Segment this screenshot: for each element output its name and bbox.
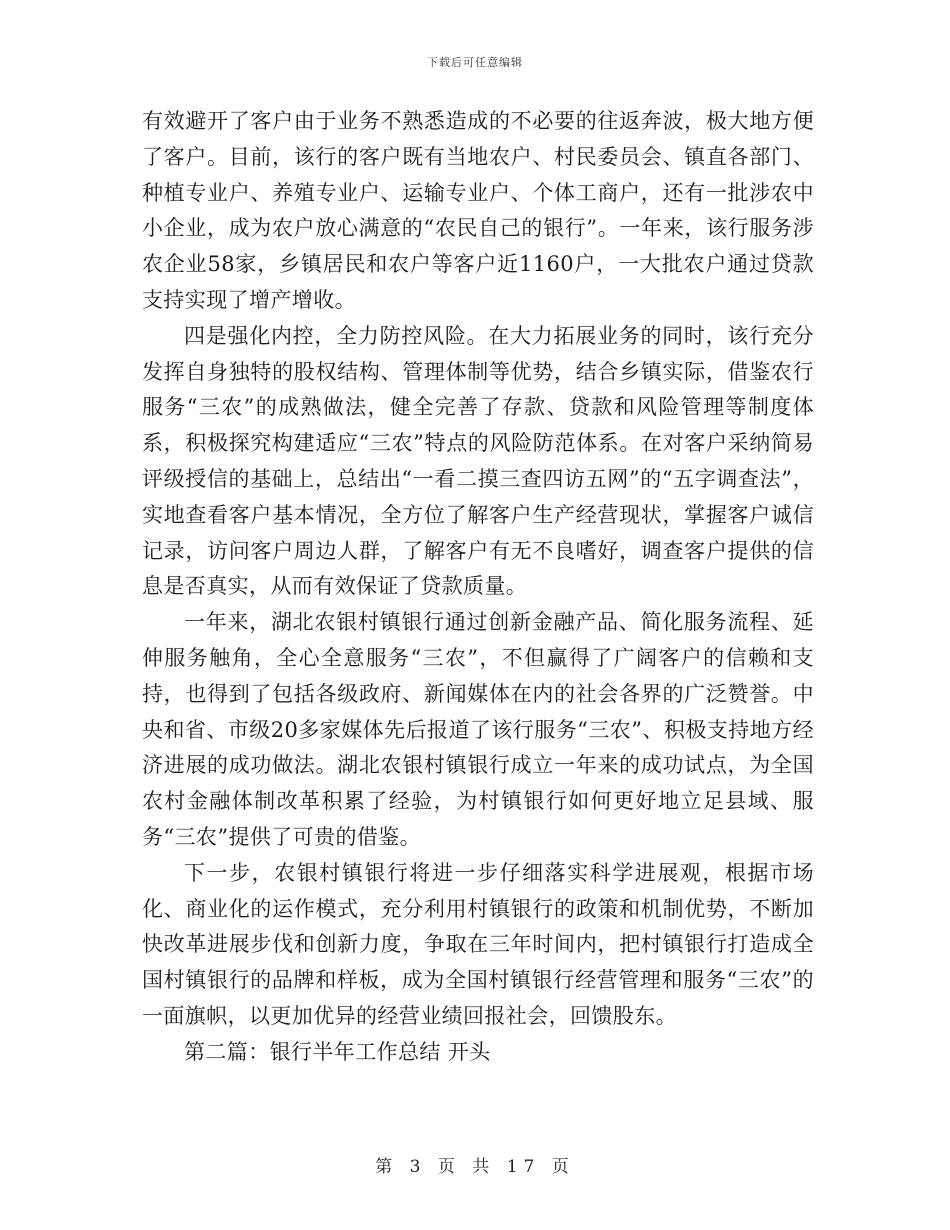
paragraph-1: 有效避开了客户由于业务不熟悉造成的不必要的往返奔波，极大地方便了客户。目前，该行的客户既有当地农户、村民委员会、镇直各部门、种植专业户、养殖专业户、运输专业户、个体工商户，还有一批涉农中小企业，成为农户放心满意的“农民自己的银行”。一年来，该行服务涉农企业58家，乡镇居民和农户等客户近1160户，一大批农户通过贷款支持实现了增产增收。 <box>142 109 814 312</box>
paragraph-2: 四是强化内控，全力防控风险。在大力拓展业务的同时，该行充分发挥自身独特的股权结构、管理体制等优势，结合乡镇实际，借鉴农行服务“三农”的成熟做法，健全完善了存款、贷款和风险管理等制度体系，积极探究构建适应“三农”特点的风险防范体系。在对客户采纳简易评级授信的基础上，总结出“一看二摸三查四访五网”的“五字调查法”，实地查看客户基本情况，全方位了解客户生产经营现状，掌握客户诚信记录，访问客户周边人群，了解客户有无不良嗜好，调查客户提供的信息是否真实，从而有效保证了贷款质量。 <box>142 323 814 599</box>
document-body <box>142 104 814 1071</box>
paragraph-3: 一年来，湖北农银村镇银行通过创新金融产品、简化服务流程、延伸服务触角，全心全意服务“三农”，不但赢得了广阔客户的信赖和支持，也得到了包括各级政府、新闻媒体在内的社会各界的广泛赞誉。中央和省、市级20多家媒体先后报道了该行服务“三农”、积极支持地方经济进展的成功做法。湖北农银村镇银行成立一年来的成功试点，为全国农村金融体制改革积累了经验，为村镇银行如何更好地立足县域、服务“三农”提供了可贵的借鉴。 <box>142 610 814 849</box>
page-header: 下载后可任意编辑 <box>427 56 523 69</box>
page-footer: 第 3 页 共 17 页 <box>375 1157 575 1177</box>
section-heading: 第二篇：银行半年工作总结 开头 <box>184 1039 491 1064</box>
paragraph-4: 下一步，农银村镇银行将进一步仔细落实科学进展观，根据市场化、商业化的运作模式，充分利用村镇银行的政策和机制优势，不断加快改革进展步伐和创新力度，争取在三年时间内，把村镇银行打造成全国村镇银行的品牌和样板，成为全国村镇银行经营管理和服务“三农”的一面旗帜，以更加优异的经营业绩回报社会，回馈股东。 <box>142 860 814 1028</box>
